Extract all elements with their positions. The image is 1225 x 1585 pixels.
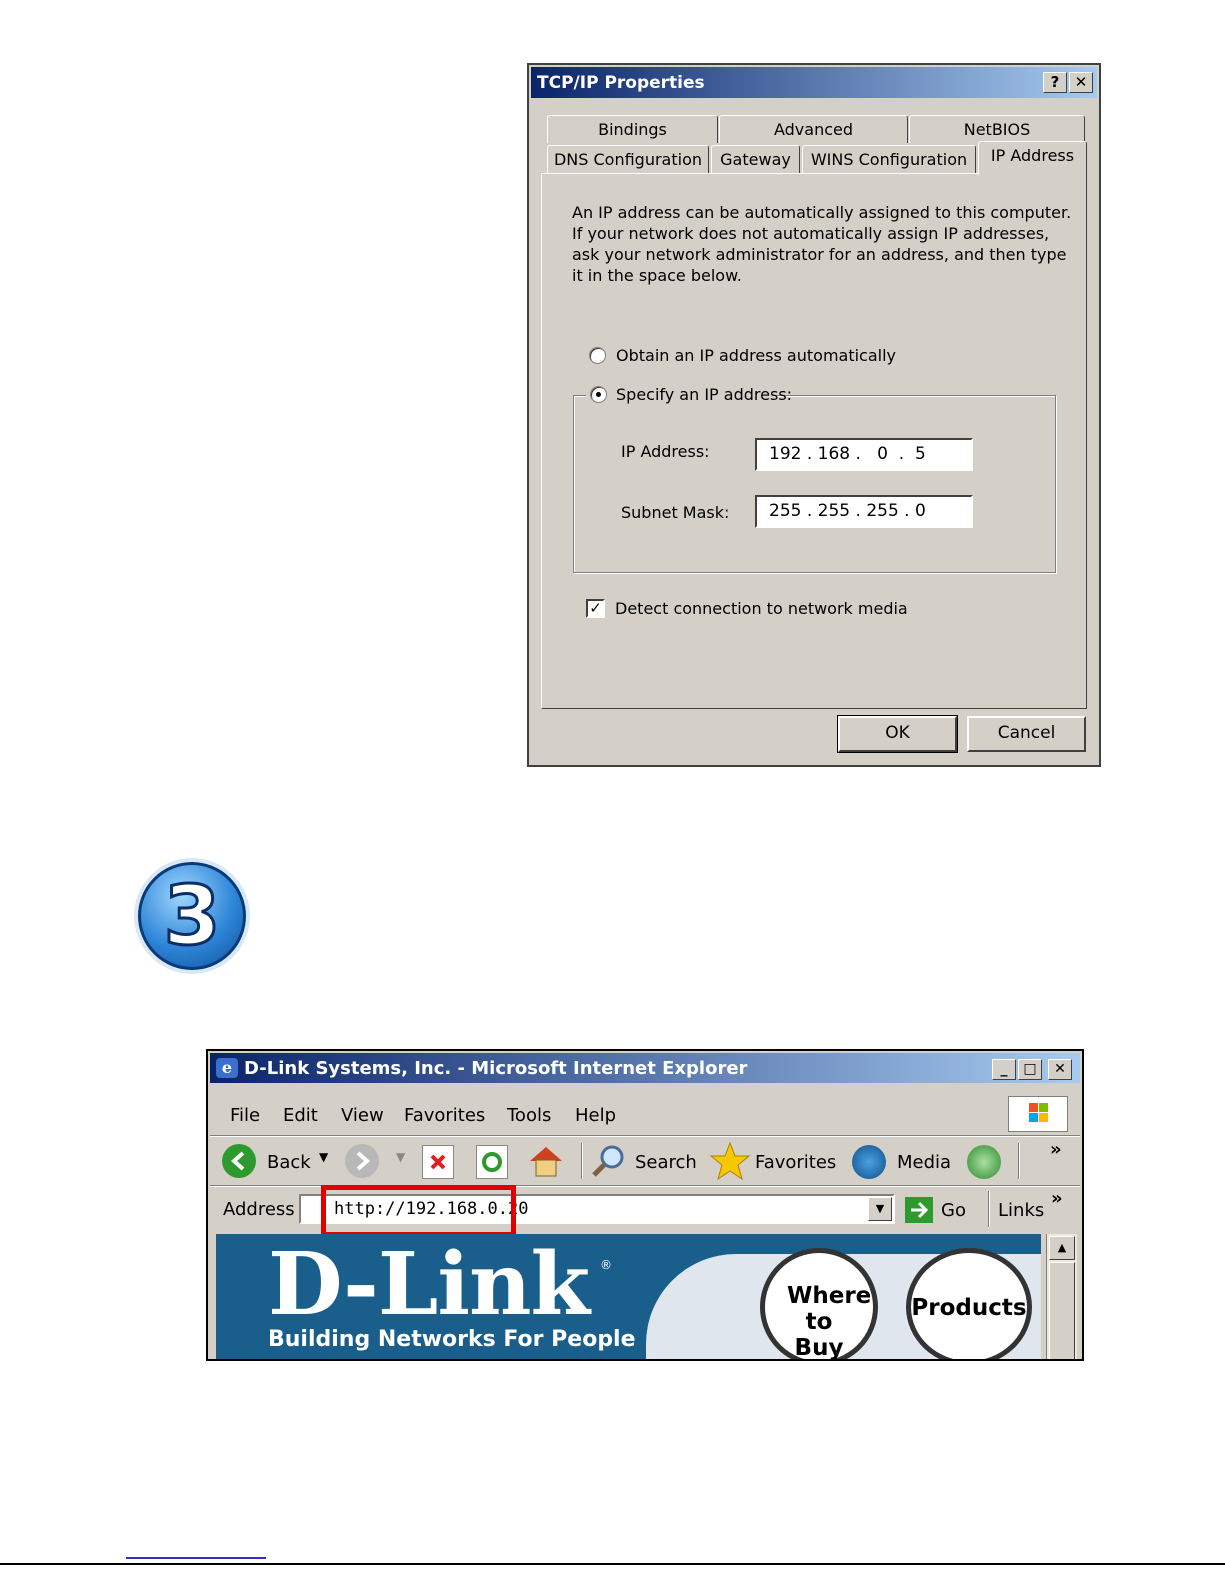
specify-ip-radio[interactable] [590, 386, 607, 403]
obtain-auto-label[interactable]: Obtain an IP address automatically [616, 346, 897, 365]
media-button-label[interactable]: Media [897, 1152, 952, 1173]
search-button-label[interactable]: Search [635, 1152, 697, 1173]
vertical-scrollbar[interactable] [1046, 1234, 1077, 1360]
links-separator [988, 1191, 990, 1227]
ip-address-panel [541, 173, 1087, 709]
dlink-tagline: Building Networks For People [268, 1327, 636, 1352]
tab-bindings[interactable]: Bindings [547, 115, 718, 143]
tab-dns-configuration[interactable]: DNS Configuration [547, 145, 709, 173]
links-more-chevron[interactable]: » [1051, 1188, 1063, 1209]
minimize-button[interactable]: _ [992, 1059, 1016, 1080]
subnet-mask-field[interactable]: 255 . 255 . 255 . 0 [755, 495, 973, 528]
step-number-badge [138, 862, 246, 970]
ip-address-field[interactable]: 192 . 168 . 0 . 5 [755, 438, 973, 471]
toolbar-separator [581, 1143, 583, 1179]
specify-ip-legend [586, 385, 793, 405]
dlink-brand-logo: D-Link [268, 1234, 590, 1335]
dialog-title: TCP/IP Properties [537, 73, 705, 93]
specify-ip-group [573, 395, 1056, 573]
ie-logo-icon: e [216, 1058, 238, 1078]
refresh-icon[interactable] [476, 1145, 508, 1179]
footer-link-underline [126, 1557, 266, 1559]
step-number: 3 [163, 869, 221, 964]
help-button[interactable]: ? [1043, 72, 1067, 93]
menu-help[interactable]: Help [575, 1105, 617, 1126]
toolbar-separator-2 [1018, 1143, 1020, 1179]
favorites-star-icon[interactable] [708, 1141, 752, 1181]
tab-wins-configuration[interactable]: WINS Configuration [802, 145, 976, 173]
detect-label[interactable]: Detect connection to network media [615, 599, 908, 618]
scroll-up-icon[interactable]: ▲ [1049, 1236, 1075, 1260]
tab-netbios[interactable]: NetBIOS [909, 115, 1085, 143]
tcpip-properties-dialog [527, 63, 1101, 767]
back-icon[interactable] [222, 1144, 256, 1178]
ok-button[interactable]: OK [838, 716, 957, 752]
address-highlight-box [321, 1185, 516, 1237]
ie-close-button[interactable]: ✕ [1048, 1059, 1072, 1080]
cancel-button[interactable]: Cancel [967, 716, 1086, 752]
stop-icon[interactable] [422, 1145, 454, 1179]
forward-icon[interactable] [345, 1144, 379, 1178]
footer-rule [0, 1563, 1225, 1565]
media-icon[interactable] [852, 1145, 886, 1179]
tab-gateway[interactable]: Gateway [711, 145, 800, 173]
toolbar-more-chevron[interactable]: » [1050, 1139, 1062, 1160]
obtain-auto-radio[interactable] [589, 347, 606, 364]
description-text: An IP address can be automatically assigned to this computer. If your network does not automatically assign IP addresses, ask your network administrator for an address, and then type it in the space below. [572, 203, 1072, 285]
maximize-button[interactable]: □ [1018, 1059, 1042, 1080]
links-label[interactable]: Links [998, 1200, 1045, 1221]
ie-title: D-Link Systems, Inc. - Microsoft Internet Explorer [244, 1058, 748, 1079]
address-label: Address [223, 1199, 295, 1220]
windows-logo-icon [1008, 1096, 1068, 1132]
ie-title-bar[interactable] [210, 1053, 1080, 1083]
history-icon[interactable] [967, 1145, 1001, 1179]
menu-file[interactable]: File [230, 1105, 261, 1126]
ie-window [206, 1049, 1084, 1361]
back-dropdown-icon[interactable]: ▼ [319, 1150, 329, 1164]
where-to-buy-button[interactable]: Where to Buy [760, 1248, 878, 1360]
menu-edit[interactable]: Edit [283, 1105, 318, 1126]
tab-ip-address[interactable]: IP Address [978, 141, 1087, 175]
menu-favorites[interactable]: Favorites [404, 1105, 486, 1126]
home-icon[interactable] [526, 1143, 566, 1179]
ip-address-label: IP Address: [621, 442, 710, 461]
registered-mark: ® [600, 1258, 612, 1272]
scroll-thumb[interactable] [1049, 1262, 1075, 1360]
address-url[interactable]: http://192.168.0.20 [334, 1199, 529, 1219]
menu-tools[interactable]: Tools [507, 1105, 552, 1126]
back-button-label[interactable]: Back [267, 1152, 311, 1173]
forward-dropdown-icon[interactable]: ▼ [396, 1150, 406, 1164]
menu-view[interactable]: View [341, 1105, 384, 1126]
address-dropdown-icon[interactable]: ▼ [868, 1197, 892, 1221]
subnet-mask-label: Subnet Mask: [621, 503, 730, 522]
specify-ip-label[interactable]: Specify an IP address: [616, 385, 793, 404]
menu-divider [210, 1135, 1080, 1137]
go-button-label[interactable]: Go [941, 1200, 966, 1221]
products-button[interactable]: Products [906, 1248, 1032, 1360]
dialog-title-bar[interactable] [531, 67, 1097, 98]
tab-advanced[interactable]: Advanced [719, 115, 908, 143]
detect-checkbox[interactable]: ✓ [586, 599, 605, 618]
search-icon[interactable] [590, 1143, 628, 1179]
go-arrow-icon[interactable] [905, 1197, 933, 1223]
dlink-page-content [216, 1234, 1041, 1360]
close-button[interactable]: ✕ [1069, 72, 1093, 93]
favorites-button-label[interactable]: Favorites [755, 1152, 837, 1173]
